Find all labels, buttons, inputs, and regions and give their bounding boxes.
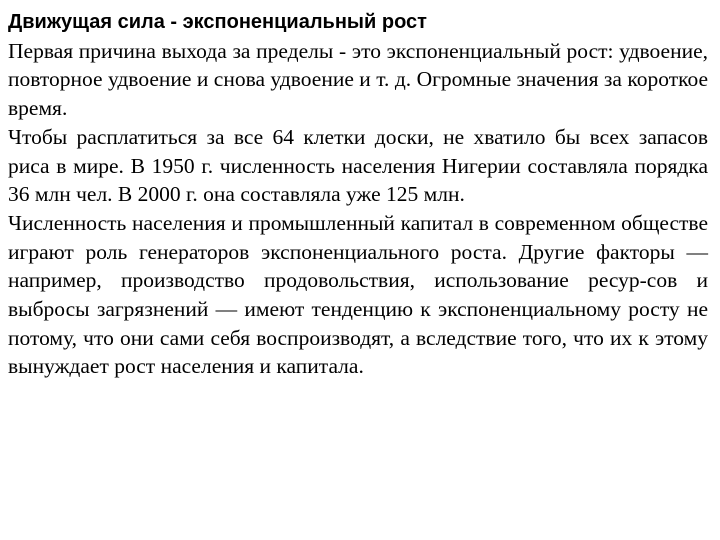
slide-content [8, 8, 708, 381]
paragraph-exponential-growth: Первая причина выхода за пределы - это экспоненциальный рост: удвоение, повторное удвоение и снова удвоение и т. д. Огромные значения за короткое время. [8, 38, 708, 121]
paragraph-population-and-capital: Численность населения и промышленный капитал в современном обществе играют роль генераторов экспоненциального роста. Другие факторы — например, производство продовольствия, использование ресур-сов и выбросы загрязнений — имеют тенденцию к экспоненциальному росту не потому, что они сами себя воспроизводят, а вследствие того, что их к этому вынуждает рост населения и капитала. [8, 210, 708, 379]
paragraph-rice-and-nigeria: Чтобы расплатиться за все 64 клетки доски, не хватило бы всех запасов риса в мире. В 1950 г. численность населения Нигерии составляла порядка 36 млн чел. В 2000 г. она составляла уже 125 млн. [8, 124, 708, 207]
slide-title: Движущая сила - экспоненциальный рост [8, 11, 427, 33]
